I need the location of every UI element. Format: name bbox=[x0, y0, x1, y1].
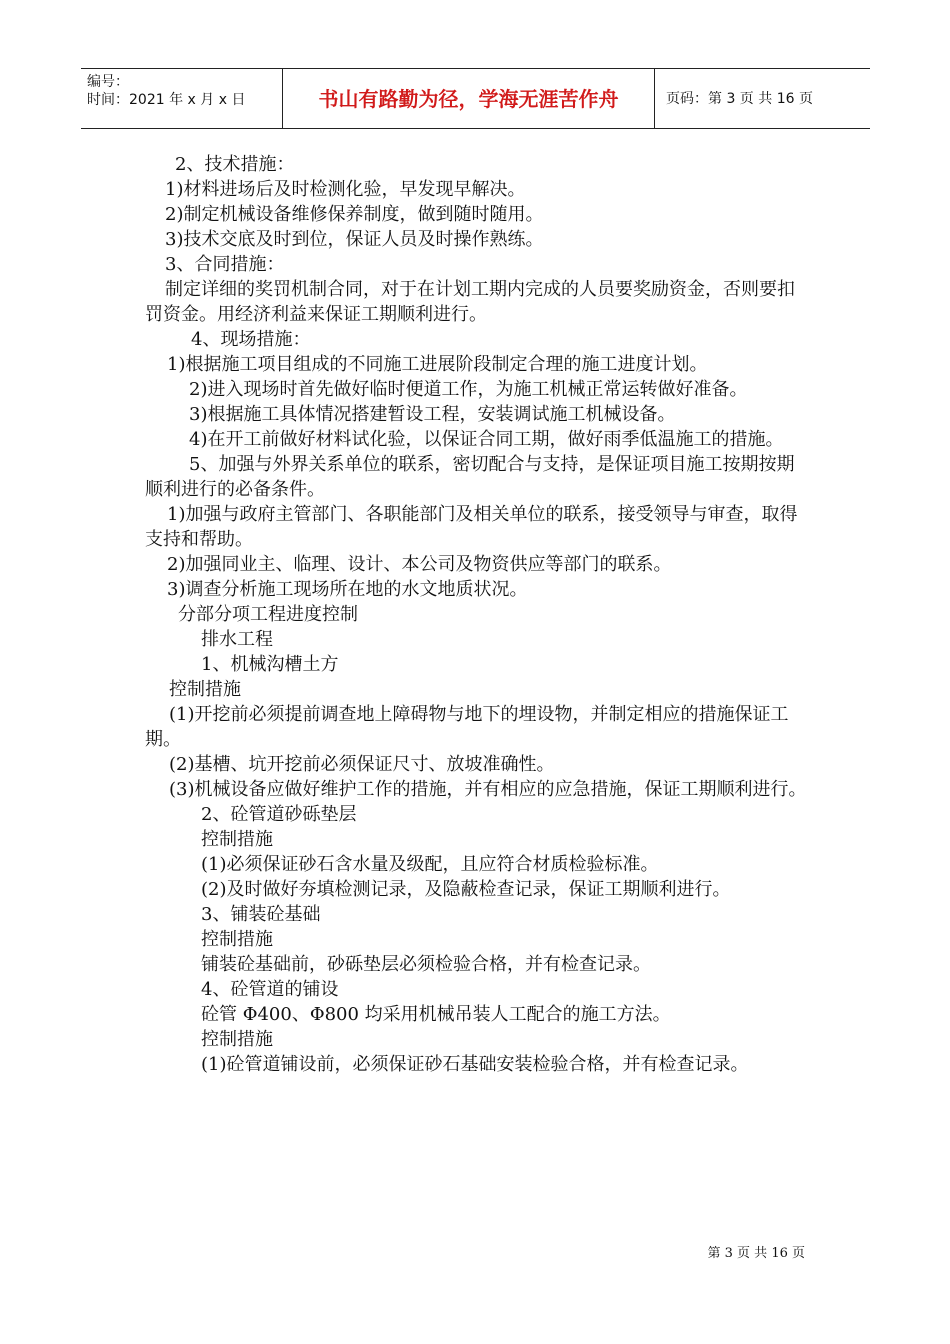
paragraph: 控制措施 bbox=[169, 679, 241, 700]
paragraph: 1)材料进场后及时检测化验，早发现早解决。 bbox=[165, 179, 526, 200]
paragraph: (1)砼管道铺设前，必须保证砂石基础安装检验合格，并有检查记录。 bbox=[201, 1054, 749, 1075]
paragraph: (2)及时做好夯填检测记录，及隐蔽检查记录，保证工期顺利进行。 bbox=[201, 879, 731, 900]
paragraph: 砼管 Φ400、Φ800 均采用机械吊装人工配合的施工方法。 bbox=[201, 1004, 671, 1025]
header-meta bbox=[87, 73, 245, 109]
paragraph: 2、砼管道砂砾垫层 bbox=[201, 804, 357, 825]
paragraph: 4、现场措施： bbox=[191, 329, 311, 350]
paragraph: 1、机械沟槽土方 bbox=[201, 654, 339, 675]
page-footer: 第 3 页 共 16 页 bbox=[707, 1246, 805, 1261]
paragraph: (3)机械设备应做好维护工作的措施，并有相应的应急措施，保证工期顺利进行。 bbox=[169, 779, 807, 800]
paragraph: 分部分项工程进度控制 bbox=[178, 604, 358, 625]
paragraph: 控制措施 bbox=[201, 1029, 273, 1050]
paragraph: 控制措施 bbox=[201, 929, 273, 950]
document-number-label: 编号： bbox=[87, 74, 129, 90]
paragraph: (2)基槽、坑开挖前必须保证尺寸、放坡准确性。 bbox=[169, 754, 555, 775]
paragraph: 5、加强与外界关系单位的联系，密切配合与支持，是保证项目施工按期按期顺利进行的必备条件。 bbox=[145, 454, 795, 500]
paragraph: 2)加强同业主、临理、设计、本公司及物资供应等部门的联系。 bbox=[167, 554, 672, 575]
document-body bbox=[145, 152, 810, 1077]
paragraph: 2)制定机械设备维修保养制度，做到随时随用。 bbox=[165, 204, 544, 225]
document-date: 时间：2021 年 x 月 x 日 bbox=[87, 92, 246, 108]
paragraph: 4、砼管道的铺设 bbox=[201, 979, 339, 1000]
header-divider bbox=[654, 69, 655, 128]
paragraph: 2、技术措施： bbox=[175, 154, 295, 175]
paragraph: 排水工程 bbox=[201, 629, 273, 650]
page-header bbox=[81, 68, 870, 129]
paragraph: 2)进入现场时首先做好临时便道工作，为施工机械正常运转做好准备。 bbox=[189, 379, 748, 400]
paragraph: 1)根据施工项目组成的不同施工进展阶段制定合理的施工进度计划。 bbox=[167, 354, 708, 375]
paragraph: 铺装砼基础前，砂砾垫层必须检验合格，并有检查记录。 bbox=[201, 954, 651, 975]
paragraph: 3)根据施工具体情况搭建暂设工程，安装调试施工机械设备。 bbox=[189, 404, 676, 425]
paragraph: (1)必须保证砂石含水量及级配，且应符合材质检验标准。 bbox=[201, 854, 659, 875]
paragraph: 3、合同措施： bbox=[165, 254, 285, 275]
paragraph: 3、铺装砼基础 bbox=[201, 904, 321, 925]
paragraph: 1)加强与政府主管部门、各职能部门及相关单位的联系，接受领导与审查，取得支持和帮助。 bbox=[145, 504, 798, 550]
paragraph: 3)调查分析施工现场所在地的水文地质状况。 bbox=[167, 579, 528, 600]
paragraph: 控制措施 bbox=[201, 829, 273, 850]
paragraph: 3)技术交底及时到位，保证人员及时操作熟练。 bbox=[165, 229, 544, 250]
header-page-info: 页码：第 3 页 共 16 页 bbox=[666, 91, 813, 107]
paragraph: 4)在开工前做好材料试化验，以保证合同工期，做好雨季低温施工的措施。 bbox=[189, 429, 784, 450]
header-motto: 书山有路勤为径，学海无涯苦作舟 bbox=[318, 87, 619, 111]
paragraph: (1)开挖前必须提前调查地上障碍物与地下的埋设物，并制定相应的措施保证工期。 bbox=[145, 704, 789, 750]
paragraph: 制定详细的奖罚机制合同，对于在计划工期内完成的人员要奖励资金，否则要扣罚资金。用经济利益来保证工期顺利进行。 bbox=[145, 279, 795, 325]
